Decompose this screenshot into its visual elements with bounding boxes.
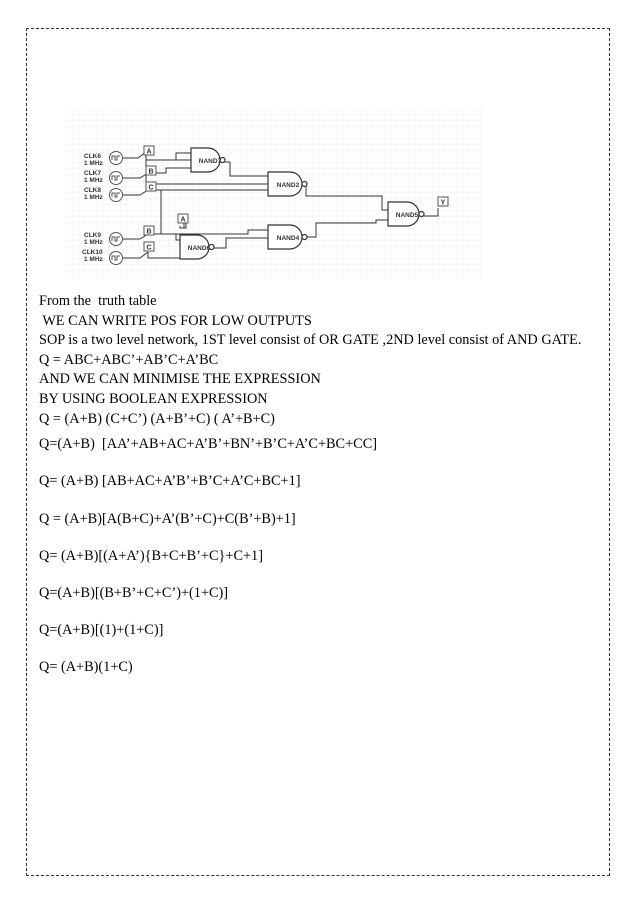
svg-text:B: B: [146, 228, 152, 236]
gate-label: NAND7: [198, 158, 222, 165]
svg-text:C: C: [148, 184, 154, 192]
text-line: Q = (A+B) (C+C’) (A+B’+C) ( A’+B+C): [39, 410, 275, 427]
clock-label: CLK7: [84, 170, 101, 177]
equation-line: Q = (A+B)[A(B+C)+A’(B’+C)+C(B’+B)+1]: [39, 510, 296, 527]
clock-icon: [110, 252, 123, 265]
text-line: From the truth table: [39, 293, 157, 309]
equation-line: Q= (A+B) [AB+AC+A’B’+B’C+A’C+BC+1]: [39, 473, 301, 490]
svg-text:A: A: [180, 216, 186, 224]
gate-label: NAND2: [276, 182, 300, 189]
svg-text:Y: Y: [440, 199, 446, 207]
clock-icon: [110, 172, 123, 185]
text-line: AND WE CAN MINIMISE THE EXPRESSION: [39, 371, 321, 388]
input-tag-c: [146, 182, 156, 192]
input-tag-b: [146, 166, 156, 176]
equation-line: Q=(A+B)[(B+B’+C+C’)+(1+C)]: [39, 584, 229, 601]
clock-freq: 1 MHz: [84, 239, 103, 246]
svg-text:B: B: [148, 168, 154, 176]
clock-icon: [110, 233, 123, 246]
output-tag-y: [438, 197, 448, 207]
equation-line: Q= (A+B)[(A+A’){B+C+B’+C}+C+1]: [39, 547, 263, 564]
equation-line: Q= (A+B)(1+C): [39, 659, 133, 676]
clock-label: CLK10: [82, 249, 103, 256]
clock-icon: [110, 189, 123, 202]
gate-label: NAND6: [187, 245, 211, 252]
logic-circuit-diagram: [66, 108, 484, 280]
clock-freq: 1 MHz: [84, 256, 103, 263]
gate-label: NAND5: [395, 212, 419, 219]
clock-icon: [110, 152, 123, 165]
clock-label: CLK6: [84, 153, 101, 160]
equation-line: Q=(A+B) [AA’+AB+AC+A’B’+BN’+B’C+A’C+BC+CC]: [39, 436, 377, 453]
clock-label: CLK9: [84, 232, 101, 239]
gate-label: NAND4: [276, 235, 300, 242]
text-line: BY USING BOOLEAN EXPRESSION: [39, 390, 268, 407]
clock-freq: 1 MHz: [84, 177, 103, 184]
svg-text:A: A: [146, 148, 152, 156]
text-line: Q = ABC+ABC’+AB’C+A’BC: [39, 351, 219, 368]
text-paragraph: SOP is a two level network, 1ST level consist of OR GATE ,2ND level consist of AND GATE.: [39, 332, 582, 349]
input-tag-a: [178, 214, 188, 224]
clock-freq: 1 MHz: [84, 194, 103, 201]
clock-freq: 1 MHz: [84, 160, 103, 167]
body-text: [39, 292, 584, 678]
svg-text:C: C: [146, 244, 152, 252]
input-tag-a: [144, 146, 154, 156]
equation-line: Q=(A+B)[(1)+(1+C)]: [39, 622, 164, 639]
clock-label: CLK8: [84, 187, 101, 194]
text-line: WE CAN WRITE POS FOR LOW OUTPUTS: [39, 312, 312, 329]
input-tag-b: [144, 226, 154, 236]
input-tag-c: [144, 242, 154, 252]
